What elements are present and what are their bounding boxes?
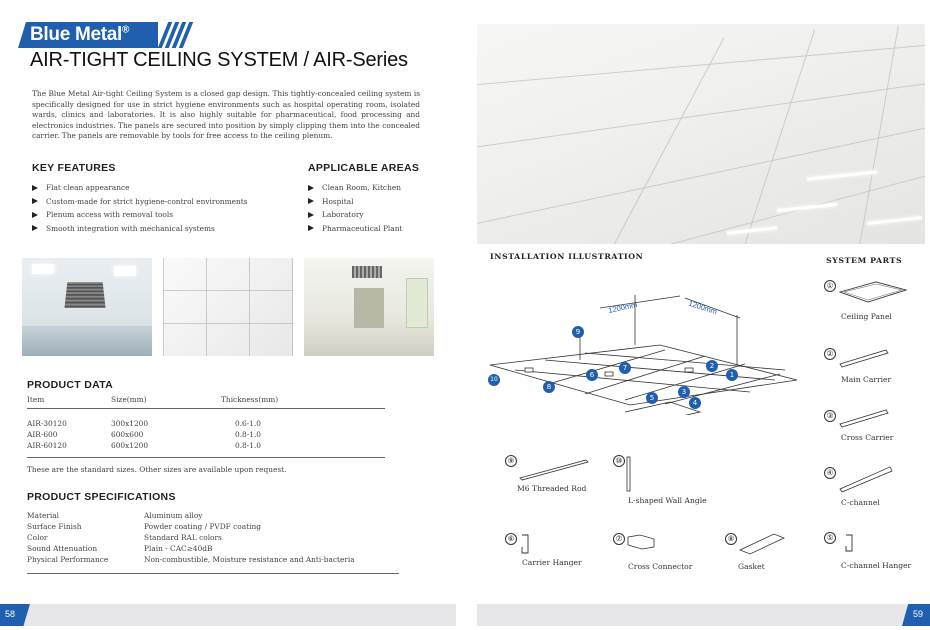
cross-connector-icon [626, 533, 656, 551]
c-channel-icon [838, 463, 894, 493]
ceiling-panel-icon [838, 280, 908, 304]
vent-grille-shape [64, 282, 105, 308]
dimension-label: 1200mm [607, 300, 639, 315]
footer-bar [477, 604, 930, 626]
applicable-areas-list [308, 181, 402, 235]
sizes-note: These are the standard sizes. Other sizes are available upon request. [27, 465, 287, 474]
list-item: Flat clean appearance [32, 181, 248, 195]
window-shape [406, 278, 428, 328]
spec-row: Sound Attenuation Plain - CAC≥40dB [27, 544, 213, 553]
divider [27, 408, 385, 409]
ceiling-light-shape [114, 266, 136, 276]
divider [27, 573, 399, 574]
spec-row: Material Aluminum alloy [27, 511, 203, 520]
specifications-heading: PRODUCT SPECIFICATIONS [27, 491, 176, 503]
part-number: ② [824, 348, 836, 360]
corridor-shape [354, 288, 384, 328]
bullet-triangle-icon [308, 212, 314, 218]
part-number: ⑧ [725, 533, 737, 545]
part-number: ⑦ [613, 533, 625, 545]
callout-number: 2 [706, 360, 718, 372]
callout-number: 5 [646, 392, 658, 404]
bullet-triangle-icon [32, 185, 38, 191]
installation-diagram [485, 290, 800, 415]
part-label: L-shaped Wall Angle [628, 496, 707, 505]
product-data-heading: PRODUCT DATA [27, 379, 114, 391]
installation-heading: INSTALLATION ILLUSTRATION [490, 252, 644, 261]
callout-number: 10 [488, 374, 500, 386]
table-row: AIR-600 600x600 0.8-1.0 [27, 430, 262, 439]
callout-number: 1 [726, 369, 738, 381]
part-label: Cross Connector [628, 562, 693, 571]
part-label: Gasket [738, 562, 765, 571]
part-label: C-channel [841, 498, 880, 507]
part-number: ⑨ [505, 455, 517, 467]
key-features-list [32, 181, 248, 235]
brand-name: Blue Metal® [30, 24, 130, 45]
part-number: ④ [824, 467, 836, 479]
list-item: Smooth integration with mechanical systems [32, 222, 248, 236]
photo-hospital-corridor [304, 258, 434, 356]
dimension-label: 1200mm [687, 298, 719, 317]
page-title: AIR-TIGHT CEILING SYSTEM / AIR-Series [30, 49, 408, 71]
intro-paragraph: The Blue Metal Air-tight Ceiling System is a closed gap design. This tightly-concealed ceiling system is specifically designed for use in strict hygiene environments such as hospital operating room, isolated wards, clinics and laboratories. It is also highly suitable for pharmaceutical, food processing and electronics industries. The panels are secured into position by simply clipping them into the concealed carrier. The panels are removable by tools for free access to the ceiling plenum. [32, 89, 420, 140]
list-item: Clean Room, Kitchen [308, 181, 402, 195]
floor-shape [22, 326, 152, 356]
ceiling-light-shape [32, 264, 54, 274]
key-features-heading: KEY FEATURES [32, 162, 116, 174]
part-number: ③ [824, 410, 836, 422]
spec-row: Physical Performance Non-combustible, Moisture resistance and Anti-bacteria [27, 555, 355, 564]
bullet-triangle-icon [308, 225, 314, 231]
page-number-left: 58 [5, 609, 16, 619]
product-data-header-row: Item Size(mm) Thickness(mm) [27, 395, 279, 404]
divider [27, 457, 385, 458]
bullet-triangle-icon [32, 198, 38, 204]
list-item: Laboratory [308, 208, 402, 222]
applicable-areas-heading: APPLICABLE AREAS [308, 162, 420, 174]
vent-grille-shape [352, 266, 382, 278]
footer-bar [0, 604, 456, 626]
table-row: AIR-60120 600x1200 0.8-1.0 [27, 441, 262, 450]
part-number: ① [824, 280, 836, 292]
bullet-triangle-icon [32, 225, 38, 231]
callout-number: 6 [586, 369, 598, 381]
list-item: Plenum access with removal tools [32, 208, 248, 222]
part-label: Main Carrier [841, 375, 892, 384]
system-parts-heading: SYSTEM PARTS [826, 256, 903, 265]
carrier-hanger-icon [518, 533, 532, 555]
callout-number: 4 [689, 397, 701, 409]
list-item: Pharmaceutical Plant [308, 222, 402, 236]
list-item: Custom-made for strict hygiene-control environments [32, 195, 248, 209]
callout-number: 3 [678, 386, 690, 398]
c-channel-hanger-icon [842, 533, 858, 553]
page-number-right: 59 [913, 609, 924, 619]
part-label: M6 Threaded Rod [517, 484, 587, 493]
main-carrier-icon [838, 346, 890, 368]
gasket-icon [738, 530, 788, 558]
spec-row: Color Standard RAL colors [27, 533, 222, 542]
photo-airtight-ceiling [477, 24, 925, 244]
spec-row: Surface Finish Powder coating / PVDF coating [27, 522, 261, 531]
part-number: ⑤ [824, 532, 836, 544]
callout-number: 8 [543, 381, 555, 393]
bullet-triangle-icon [308, 185, 314, 191]
photo-ceiling-panels-closeup [163, 258, 293, 356]
brand-slashes-decoration [159, 22, 189, 48]
l-shaped-wall-angle-icon [624, 455, 634, 493]
part-number: ⑩ [613, 455, 625, 467]
list-item: Hospital [308, 195, 402, 209]
part-label: Carrier Hanger [522, 558, 582, 567]
brand-logo [18, 22, 178, 48]
part-label: Ceiling Panel [841, 312, 892, 321]
part-label: C-channel Hanger [841, 561, 912, 570]
part-number: ⑥ [505, 533, 517, 545]
callout-number: 7 [619, 362, 631, 374]
table-row: AIR-30120 300x1200 0.6-1.0 [27, 419, 262, 428]
part-label: Cross Carrier [841, 433, 894, 442]
threaded-rod-icon [518, 456, 590, 482]
photo-operating-room-ceiling [22, 258, 152, 356]
bullet-triangle-icon [308, 198, 314, 204]
callout-number: 9 [572, 326, 584, 338]
cross-carrier-icon [838, 406, 890, 428]
bullet-triangle-icon [32, 212, 38, 218]
